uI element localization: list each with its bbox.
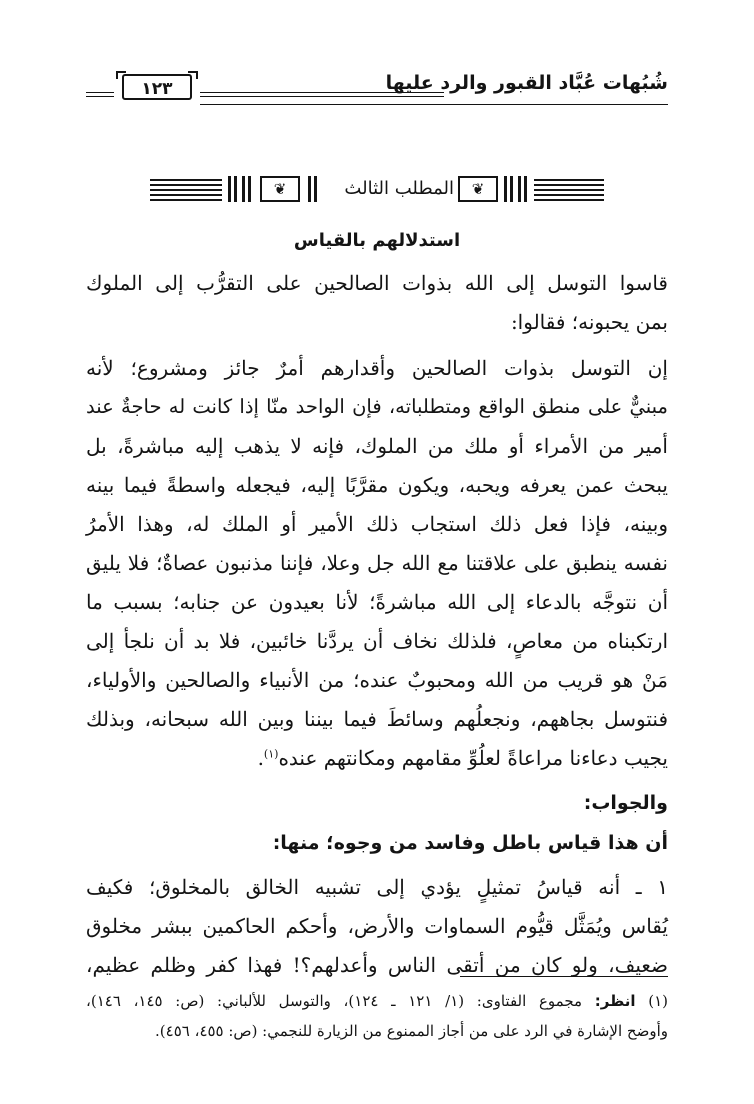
- section-banner: [150, 174, 604, 208]
- banner-lines-left: [150, 179, 222, 203]
- footnote-number: (١): [648, 992, 668, 1010]
- banner-lines-right: [534, 179, 604, 203]
- topic-heading: استدلالهم بالقياس: [293, 230, 461, 251]
- running-header: [86, 64, 668, 108]
- ornament-right-icon: ❦: [458, 176, 498, 202]
- quote-line: أمير من الأمراء أو ملك من الملوك، فإنه لا يذهب إليه مباشرةً، بل: [86, 434, 668, 458]
- banner-bar-left-2: [242, 176, 251, 202]
- quote-line: نفسه ينطبق على علاقتنا مع الله جل وعلا، فإننا مذنبون عصاةٌ؛ فلا يليق: [86, 551, 668, 575]
- quote-line: ارتكبناه من معاصٍ، فلذلك نخاف أن يردَّنا خائبين، فلا بد أن نلجأ إلى: [86, 629, 668, 653]
- quote-line: يبحث عمن يعرفه ويحبه، ويكون مقرَّبًا إليه، فيجعله واسطةً فيما بينه: [86, 473, 668, 497]
- point-1-last-line: ضعيف، ولو كان من أتقى الناس وأعدلهم؟! فهذا كفر وظلم عظيم،: [86, 953, 668, 977]
- footnote-line-1: [86, 992, 668, 1010]
- header-rule-middle: [200, 92, 444, 93]
- point-1-line: ١ ـ أنه قياسُ تمثيلٍ يؤدي إلى تشبيه الخالق بالمخلوق؛ فكيف: [86, 875, 668, 899]
- header-rule-under-title: [200, 104, 668, 105]
- banner-bar-right-1: [504, 176, 513, 202]
- footnote-ref: (١): [263, 747, 279, 761]
- quote-last-line: [86, 746, 668, 770]
- header-rule-left-2: [86, 96, 114, 97]
- quote-line: مَنْ هو قريب من الله ومحبوبٌ عنده؛ من الأنبياء والصالحين والأولياء،: [86, 668, 668, 692]
- intro-line-2: بمن يحبونه؛ فقالوا:: [510, 310, 668, 334]
- section-title: المطلب الثالث: [344, 178, 454, 199]
- quote-line: فنتوسل بجاههم، ونجعلُهم وسائطَ فيما بيننا وبين الله سبحانه، وبذلك: [86, 707, 668, 731]
- quote-last-text: يجيب دعاءنا مراعاةً لعلُوِّ مقامهم ومكانتهم عنده: [278, 746, 668, 770]
- book-title: شُبُهات عُبَّاد القبور والرد عليها: [385, 72, 668, 94]
- footnote-lead: انظر:: [594, 992, 636, 1010]
- page-number: ١٢٣: [122, 74, 192, 100]
- quote-line: وبينه، فإذا فعل ذلك استجاب ذلك الأمير أو الملك له، وهذا الأمرُ: [86, 512, 668, 536]
- footnote-rule: [460, 976, 668, 977]
- footnote-text-1: مجموع الفتاوى: (١/ ١٢١ ـ ١٢٤)، والتوسل للألباني: (ص: ١٤٥، ١٤٦)،: [86, 992, 583, 1010]
- banner-bar-left-1: [228, 176, 237, 202]
- quote-end-period: .: [257, 746, 264, 770]
- footnote-line-2: وأوضح الإشارة في الرد على من أجاز الممنوع من الزيارة للنجمي: (ص: ٤٥٥، ٤٥٦).: [155, 1022, 668, 1040]
- ornament-left-icon: ❦: [260, 176, 300, 202]
- banner-bar-right-2: [518, 176, 527, 202]
- answer-heading: أن هذا قياس باطل وفاسد من وجوه؛ منها:: [272, 832, 668, 854]
- answer-label: والجواب:: [583, 792, 668, 814]
- quote-line: أن نتوجَّه بالدعاء إلى الله مباشرةً؛ لأنا بعيدون عن جنابه؛ بسبب ما: [86, 590, 668, 614]
- banner-bar-left-3: [308, 176, 317, 202]
- quote-line: مبنيٌّ على منطق الواقع ومتطلباته، فإن الواحد منّا إذا كانت له حاجةٌ عند: [86, 395, 668, 418]
- point-1-line: يُقاس ويُمَثَّل قيُّوم السماوات والأرض، وأحكم الحاكمين ببشر مخلوق: [86, 914, 668, 938]
- header-rule-left: [86, 92, 114, 93]
- header-rule-middle-2: [200, 96, 444, 97]
- quote-line: إن التوسل بذوات الصالحين وأقدارهم أمرٌ جائز ومشروع؛ لأنه: [86, 356, 668, 380]
- intro-line-1: قاسوا التوسل إلى الله بذوات الصالحين على التقرُّب إلى الملوك: [86, 271, 668, 295]
